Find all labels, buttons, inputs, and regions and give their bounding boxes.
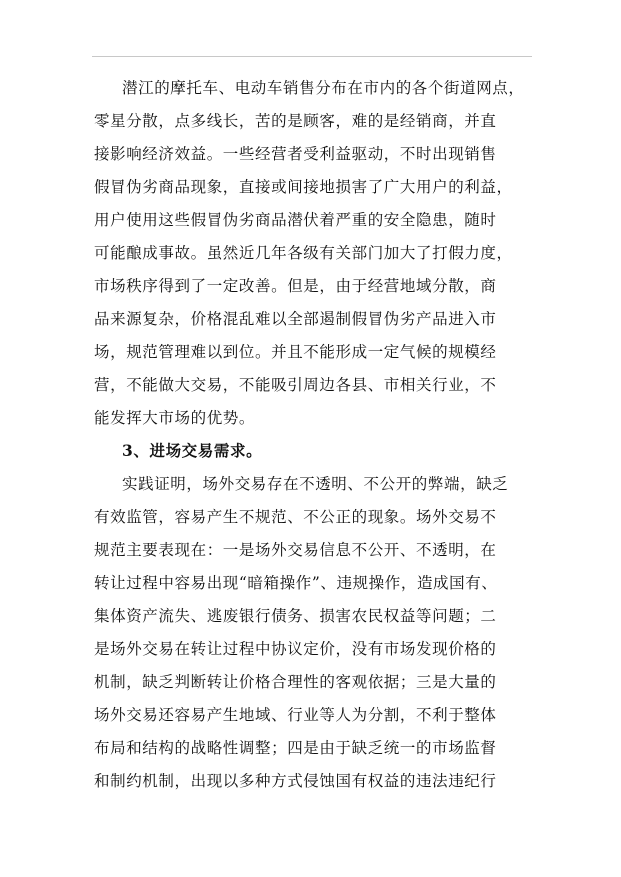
text-line-15: 规范主要表现在：一是场外交易信息不公开、不透明，在: [94, 541, 497, 559]
text-line-13: 实践证明，场外交易存在不透明、不公开的弊端，缺乏: [122, 475, 509, 493]
text-line-2: 零星分散，点多线长，苦的是顾客，难的是经销商，并直: [94, 112, 497, 130]
text-line-16: 转让过程中容易出现“暗箱操作”、违规操作，造成国有、: [94, 574, 498, 592]
text-line-8: 品来源复杂，价格混乱难以全部遏制假冒伪劣产品进入市: [94, 310, 497, 328]
text-line-5: 用户使用这些假冒伪劣商品潜伏着严重的安全隐患，随时: [94, 211, 497, 229]
section-heading: 3、进场交易需求。: [122, 441, 263, 460]
text-line-19: 机制，缺乏判断转让价格合理性的客观依据；三是大量的: [94, 673, 497, 691]
text-line-11: 能发挥大市场的优势。: [94, 409, 256, 427]
text-line-7: 市场秩序得到了一定改善。但是，由于经营地域分散，商: [94, 277, 497, 295]
text-line-3: 接影响经济效益。一些经营者受利益驱动，不时出现销售: [94, 145, 497, 163]
text-line-21: 布局和结构的战略性调整；四是由于缺乏统一的市场监督: [94, 739, 497, 757]
text-line-1: 潜江的摩托车、电动车销售分布在市内的各个街道网点，: [122, 79, 525, 97]
text-line-22: 和制约机制，出现以多种方式侵蚀国有权益的违法违纪行: [94, 772, 497, 790]
text-line-18: 是场外交易在转让过程中协议定价，没有市场发现价格的: [94, 640, 497, 658]
header-rule: [92, 56, 532, 57]
text-line-6: 可能酿成事故。虽然近几年各级有关部门加大了打假力度，: [94, 244, 513, 262]
text-line-4: 假冒伪劣商品现象，直接或间接地损害了广大用户的利益，: [94, 178, 513, 196]
text-line-9: 场，规范管理难以到位。并且不能形成一定气候的规模经: [94, 343, 497, 361]
text-line-17: 集体资产流失、逃废银行债务、损害农民权益等问题；二: [94, 607, 497, 625]
text-line-20: 场外交易还容易产生地域、行业等人为分割，不利于整体: [94, 706, 497, 724]
text-line-14: 有效监管，容易产生不规范、不公正的现象。场外交易不: [94, 508, 497, 526]
text-line-10: 营，不能做大交易，不能吸引周边各县、市相关行业，不: [94, 376, 497, 394]
